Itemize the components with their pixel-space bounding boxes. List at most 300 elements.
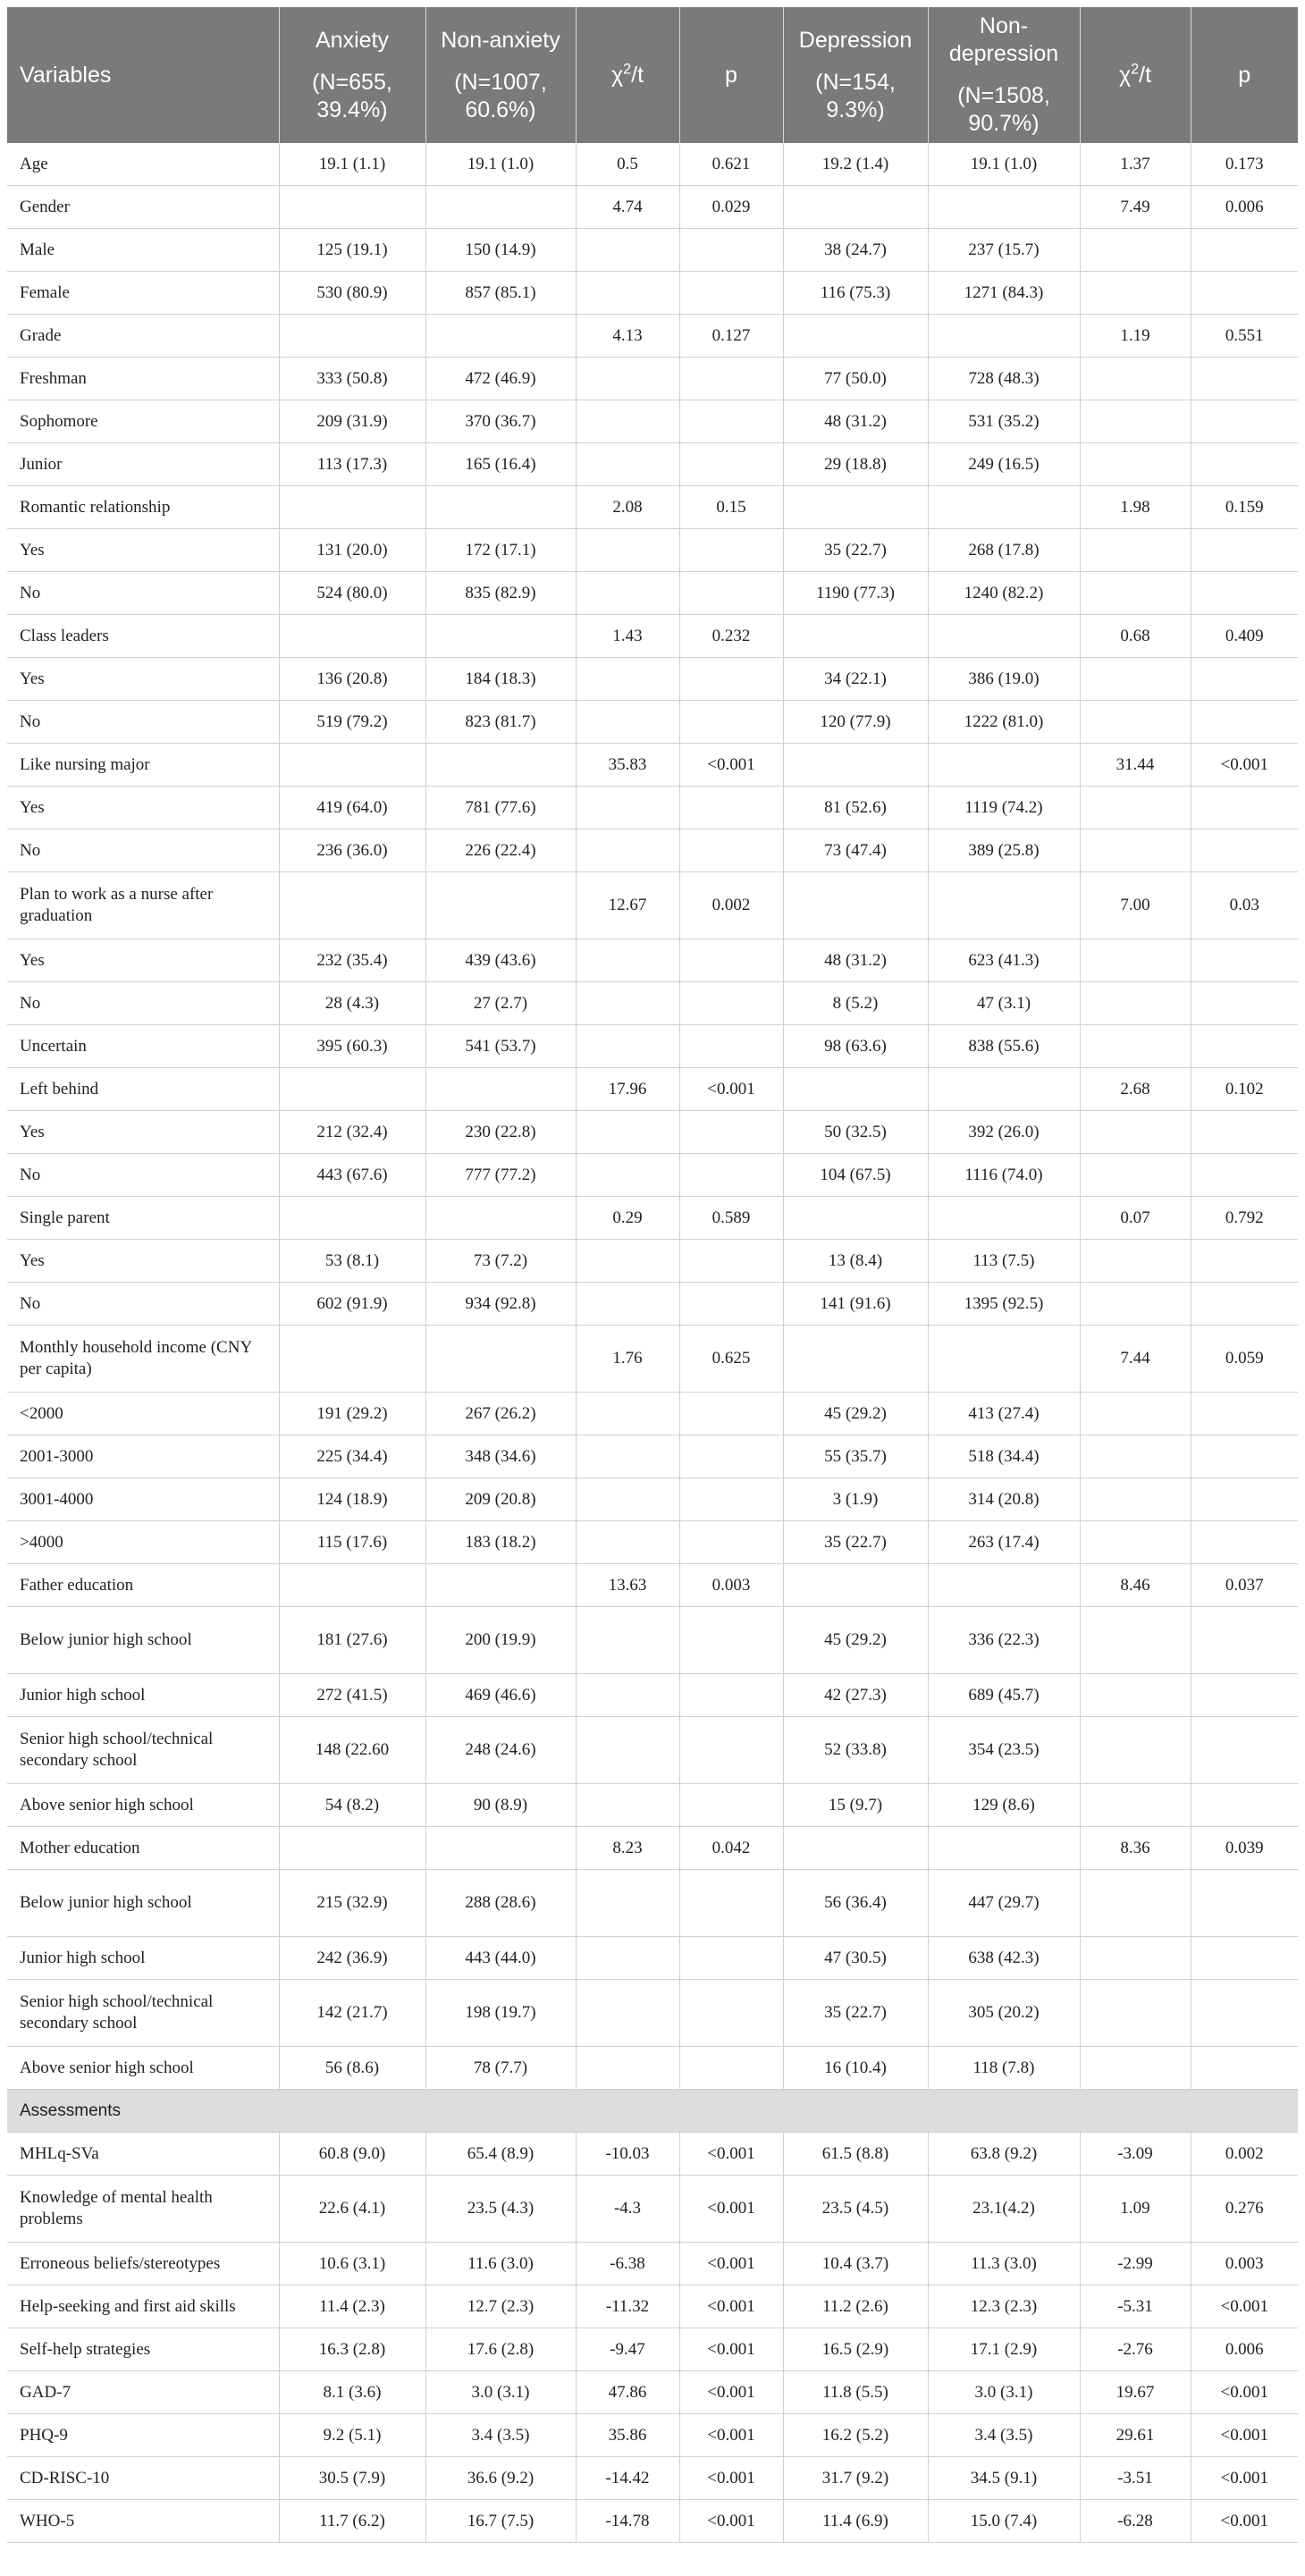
depression-value: 31.7 (9.2) bbox=[783, 2457, 928, 2500]
non-anxiety-value: 27 (2.7) bbox=[425, 982, 576, 1025]
anxiety-value: 524 (80.0) bbox=[279, 572, 425, 615]
chi-superscript: 2 bbox=[623, 61, 632, 78]
non-anxiety-value: 3.4 (3.5) bbox=[425, 2414, 576, 2457]
chi-depression-value bbox=[1080, 1393, 1191, 1435]
chi-depression-value: 0.07 bbox=[1080, 1197, 1191, 1240]
header-non-anxiety bbox=[425, 7, 576, 143]
non-depression-value: 413 (27.4) bbox=[928, 1393, 1080, 1435]
row-label: Monthly household income (CNY per capita) bbox=[7, 1326, 279, 1393]
p-anxiety-value bbox=[679, 229, 783, 272]
chi-depression-value: -6.28 bbox=[1080, 2500, 1191, 2543]
chi-depression-value bbox=[1080, 1025, 1191, 1068]
p-depression-value: <0.001 bbox=[1191, 2286, 1298, 2328]
p-anxiety-value: <0.001 bbox=[679, 2414, 783, 2457]
row-label: GAD-7 bbox=[7, 2371, 279, 2414]
depression-value: 50 (32.5) bbox=[783, 1111, 928, 1154]
non-depression-value: 63.8 (9.2) bbox=[928, 2133, 1080, 2176]
p-depression-value bbox=[1191, 982, 1298, 1025]
depression-value: 120 (77.9) bbox=[783, 701, 928, 744]
chi-tail: /t bbox=[1139, 62, 1152, 88]
non-depression-value: 1119 (74.2) bbox=[928, 787, 1080, 829]
non-anxiety-value: 472 (46.9) bbox=[425, 358, 576, 400]
non-anxiety-value: 439 (43.6) bbox=[425, 939, 576, 982]
non-depression-value: 15.0 (7.4) bbox=[928, 2500, 1080, 2543]
non-depression-value: 263 (17.4) bbox=[928, 1521, 1080, 1564]
non-depression-value: 389 (25.8) bbox=[928, 829, 1080, 872]
header-anxiety-n: (N=655, 39.4%) bbox=[312, 69, 392, 122]
anxiety-value bbox=[279, 1326, 425, 1393]
row-label: Like nursing major bbox=[7, 744, 279, 787]
p-depression-value: 0.159 bbox=[1191, 486, 1298, 529]
table-row bbox=[7, 1717, 1298, 1784]
non-anxiety-value: 370 (36.7) bbox=[425, 400, 576, 443]
non-anxiety-value: 443 (44.0) bbox=[425, 1937, 576, 1980]
table-row bbox=[7, 1240, 1298, 1283]
chi-anxiety-value bbox=[576, 1980, 679, 2047]
depression-value: 16.2 (5.2) bbox=[783, 2414, 928, 2457]
non-anxiety-value: 23.5 (4.3) bbox=[425, 2176, 576, 2243]
non-depression-value: 11.3 (3.0) bbox=[928, 2243, 1080, 2286]
non-depression-value: 237 (15.7) bbox=[928, 229, 1080, 272]
table-row bbox=[7, 358, 1298, 400]
section-title: Assessments bbox=[7, 2090, 1298, 2133]
depression-value: 11.2 (2.6) bbox=[783, 2286, 928, 2328]
non-depression-value: 689 (45.7) bbox=[928, 1674, 1080, 1717]
table-row bbox=[7, 982, 1298, 1025]
anxiety-value: 131 (20.0) bbox=[279, 529, 425, 572]
non-depression-value bbox=[928, 486, 1080, 529]
table-row bbox=[7, 658, 1298, 701]
row-label: Erroneous beliefs/stereotypes bbox=[7, 2243, 279, 2286]
row-label: CD-RISC-10 bbox=[7, 2457, 279, 2500]
table-row bbox=[7, 1478, 1298, 1521]
anxiety-value bbox=[279, 744, 425, 787]
non-depression-value bbox=[928, 1564, 1080, 1607]
table-row bbox=[7, 615, 1298, 658]
chi-anxiety-value bbox=[576, 1521, 679, 1564]
row-label: 2001-3000 bbox=[7, 1435, 279, 1478]
p-depression-value bbox=[1191, 1478, 1298, 1521]
anxiety-value: 11.7 (6.2) bbox=[279, 2500, 425, 2543]
row-label: Junior high school bbox=[7, 1937, 279, 1980]
p-anxiety-value: <0.001 bbox=[679, 2176, 783, 2243]
p-anxiety-value bbox=[679, 358, 783, 400]
chi-anxiety-value: 4.13 bbox=[576, 315, 679, 358]
p-depression-value bbox=[1191, 787, 1298, 829]
non-depression-value: 3.4 (3.5) bbox=[928, 2414, 1080, 2457]
p-depression-value bbox=[1191, 1607, 1298, 1674]
non-depression-value: 249 (16.5) bbox=[928, 443, 1080, 486]
table-row bbox=[7, 2328, 1298, 2371]
p-depression-value bbox=[1191, 1937, 1298, 1980]
non-anxiety-value bbox=[425, 1197, 576, 1240]
p-depression-value bbox=[1191, 358, 1298, 400]
table-row bbox=[7, 1326, 1298, 1393]
row-label: PHQ-9 bbox=[7, 2414, 279, 2457]
non-anxiety-value: 288 (28.6) bbox=[425, 1870, 576, 1937]
chi-depression-value: 31.44 bbox=[1080, 744, 1191, 787]
chi-depression-value bbox=[1080, 701, 1191, 744]
chi-depression-value bbox=[1080, 1478, 1191, 1521]
row-label: No bbox=[7, 572, 279, 615]
non-depression-value bbox=[928, 615, 1080, 658]
depression-value bbox=[783, 744, 928, 787]
row-label: Male bbox=[7, 229, 279, 272]
depression-value: 116 (75.3) bbox=[783, 272, 928, 315]
table-row bbox=[7, 2047, 1298, 2090]
depression-value: 13 (8.4) bbox=[783, 1240, 928, 1283]
chi-anxiety-value bbox=[576, 529, 679, 572]
anxiety-value: 519 (79.2) bbox=[279, 701, 425, 744]
anxiety-value bbox=[279, 1564, 425, 1607]
chi-anxiety-value: 8.23 bbox=[576, 1827, 679, 1870]
chi-depression-value bbox=[1080, 400, 1191, 443]
chi-tail: /t bbox=[631, 62, 644, 88]
chi-depression-value bbox=[1080, 1870, 1191, 1937]
chi-symbol: χ bbox=[1118, 62, 1132, 88]
depression-value: 81 (52.6) bbox=[783, 787, 928, 829]
table-row bbox=[7, 572, 1298, 615]
chi-depression-value bbox=[1080, 443, 1191, 486]
p-anxiety-value bbox=[679, 829, 783, 872]
p-anxiety-value bbox=[679, 400, 783, 443]
non-depression-value: 12.3 (2.3) bbox=[928, 2286, 1080, 2328]
p-anxiety-value bbox=[679, 658, 783, 701]
header-non-depression-n: (N=1508, 90.7%) bbox=[957, 83, 1050, 136]
chi-depression-value bbox=[1080, 1980, 1191, 2047]
chi-depression-value: 8.36 bbox=[1080, 1827, 1191, 1870]
chi-depression-value bbox=[1080, 829, 1191, 872]
table-body bbox=[7, 143, 1298, 2543]
anxiety-value: 181 (27.6) bbox=[279, 1607, 425, 1674]
anxiety-value: 142 (21.7) bbox=[279, 1980, 425, 2047]
p-anxiety-value: <0.001 bbox=[679, 2286, 783, 2328]
depression-value bbox=[783, 872, 928, 939]
p-anxiety-value: 0.002 bbox=[679, 872, 783, 939]
non-anxiety-value bbox=[425, 1068, 576, 1111]
row-label: No bbox=[7, 701, 279, 744]
chi-anxiety-value bbox=[576, 1283, 679, 1326]
anxiety-value: 209 (31.9) bbox=[279, 400, 425, 443]
non-depression-value: 518 (34.4) bbox=[928, 1435, 1080, 1478]
p-anxiety-value bbox=[679, 1111, 783, 1154]
chi-depression-value bbox=[1080, 1521, 1191, 1564]
anxiety-value: 10.6 (3.1) bbox=[279, 2243, 425, 2286]
non-depression-value: 336 (22.3) bbox=[928, 1607, 1080, 1674]
header-depression-n: (N=154, 9.3%) bbox=[815, 69, 896, 122]
chi-anxiety-value bbox=[576, 443, 679, 486]
p-depression-value bbox=[1191, 1521, 1298, 1564]
chi-depression-value bbox=[1080, 658, 1191, 701]
p-depression-value bbox=[1191, 1154, 1298, 1197]
row-label: Female bbox=[7, 272, 279, 315]
p-depression-value bbox=[1191, 1111, 1298, 1154]
chi-depression-value: 1.98 bbox=[1080, 486, 1191, 529]
p-anxiety-value: <0.001 bbox=[679, 2133, 783, 2176]
table-row bbox=[7, 2371, 1298, 2414]
non-depression-value: 129 (8.6) bbox=[928, 1784, 1080, 1827]
non-anxiety-value bbox=[425, 744, 576, 787]
chi-anxiety-value bbox=[576, 1393, 679, 1435]
p-anxiety-value bbox=[679, 787, 783, 829]
p-depression-value: <0.001 bbox=[1191, 2371, 1298, 2414]
chi-depression-value bbox=[1080, 1717, 1191, 1784]
p-anxiety-value bbox=[679, 1154, 783, 1197]
row-label: Single parent bbox=[7, 1197, 279, 1240]
row-label: Junior bbox=[7, 443, 279, 486]
chi-depression-value bbox=[1080, 272, 1191, 315]
non-depression-value: 268 (17.8) bbox=[928, 529, 1080, 572]
p-depression-value: 0.039 bbox=[1191, 1827, 1298, 1870]
p-anxiety-value bbox=[679, 1393, 783, 1435]
table-row bbox=[7, 1025, 1298, 1068]
p-anxiety-value: <0.001 bbox=[679, 2457, 783, 2500]
depression-value: 55 (35.7) bbox=[783, 1435, 928, 1478]
table-row bbox=[7, 1435, 1298, 1478]
non-depression-value: 1116 (74.0) bbox=[928, 1154, 1080, 1197]
p-anxiety-value bbox=[679, 1607, 783, 1674]
row-label: Yes bbox=[7, 658, 279, 701]
depression-value: 10.4 (3.7) bbox=[783, 2243, 928, 2286]
depression-value: 16 (10.4) bbox=[783, 2047, 928, 2090]
p-depression-value: 0.006 bbox=[1191, 186, 1298, 229]
non-depression-value: 34.5 (9.1) bbox=[928, 2457, 1080, 2500]
depression-value: 73 (47.4) bbox=[783, 829, 928, 872]
chi-anxiety-value: -11.32 bbox=[576, 2286, 679, 2328]
table-row bbox=[7, 1870, 1298, 1937]
header-chi-square-depression bbox=[1080, 7, 1191, 143]
anxiety-value: 136 (20.8) bbox=[279, 658, 425, 701]
p-depression-value: <0.001 bbox=[1191, 2500, 1298, 2543]
p-depression-value bbox=[1191, 658, 1298, 701]
header-non-depression-label: Non-depression bbox=[948, 13, 1059, 66]
anxiety-value bbox=[279, 1827, 425, 1870]
non-anxiety-value bbox=[425, 615, 576, 658]
non-depression-value: 1395 (92.5) bbox=[928, 1283, 1080, 1326]
table-row bbox=[7, 2500, 1298, 2543]
non-depression-value bbox=[928, 315, 1080, 358]
anxiety-value: 56 (8.6) bbox=[279, 2047, 425, 2090]
anxiety-value: 125 (19.1) bbox=[279, 229, 425, 272]
p-anxiety-value: 0.232 bbox=[679, 615, 783, 658]
chi-anxiety-value bbox=[576, 1154, 679, 1197]
chi-depression-value: 0.68 bbox=[1080, 615, 1191, 658]
non-anxiety-value: 11.6 (3.0) bbox=[425, 2243, 576, 2286]
non-depression-value bbox=[928, 1197, 1080, 1240]
non-anxiety-value: 165 (16.4) bbox=[425, 443, 576, 486]
row-label: <2000 bbox=[7, 1393, 279, 1435]
p-depression-value bbox=[1191, 1393, 1298, 1435]
depression-value bbox=[783, 1564, 928, 1607]
chi-anxiety-value: 12.67 bbox=[576, 872, 679, 939]
depression-value: 48 (31.2) bbox=[783, 939, 928, 982]
p-depression-value bbox=[1191, 1717, 1298, 1784]
anxiety-value bbox=[279, 315, 425, 358]
table-row bbox=[7, 1607, 1298, 1674]
anxiety-value: 212 (32.4) bbox=[279, 1111, 425, 1154]
chi-anxiety-value: -10.03 bbox=[576, 2133, 679, 2176]
non-anxiety-value: 16.7 (7.5) bbox=[425, 2500, 576, 2543]
chi-depression-value bbox=[1080, 1674, 1191, 1717]
non-anxiety-value: 469 (46.6) bbox=[425, 1674, 576, 1717]
non-anxiety-value: 348 (34.6) bbox=[425, 1435, 576, 1478]
row-label: Yes bbox=[7, 1240, 279, 1283]
anxiety-value: 22.6 (4.1) bbox=[279, 2176, 425, 2243]
table-row bbox=[7, 229, 1298, 272]
chi-depression-value: 1.19 bbox=[1080, 315, 1191, 358]
non-depression-value: 638 (42.3) bbox=[928, 1937, 1080, 1980]
table-row bbox=[7, 701, 1298, 744]
non-anxiety-value: 36.6 (9.2) bbox=[425, 2457, 576, 2500]
depression-value: 11.8 (5.5) bbox=[783, 2371, 928, 2414]
table-row bbox=[7, 529, 1298, 572]
anxiety-value bbox=[279, 872, 425, 939]
depression-value: 11.4 (6.9) bbox=[783, 2500, 928, 2543]
depression-value: 3 (1.9) bbox=[783, 1478, 928, 1521]
non-anxiety-value bbox=[425, 315, 576, 358]
p-anxiety-value: <0.001 bbox=[679, 2500, 783, 2543]
header-p-depression: p bbox=[1191, 7, 1298, 143]
non-anxiety-value: 183 (18.2) bbox=[425, 1521, 576, 1564]
p-anxiety-value bbox=[679, 1283, 783, 1326]
chi-depression-value: 19.67 bbox=[1080, 2371, 1191, 2414]
table-row bbox=[7, 2457, 1298, 2500]
chi-depression-value bbox=[1080, 1283, 1191, 1326]
non-depression-value: 386 (19.0) bbox=[928, 658, 1080, 701]
p-depression-value bbox=[1191, 400, 1298, 443]
p-depression-value: 0.002 bbox=[1191, 2133, 1298, 2176]
p-anxiety-value bbox=[679, 701, 783, 744]
chi-depression-value bbox=[1080, 1111, 1191, 1154]
non-depression-value: 1240 (82.2) bbox=[928, 572, 1080, 615]
row-label: Senior high school/technical secondary school bbox=[7, 1717, 279, 1784]
chi-anxiety-value: 17.96 bbox=[576, 1068, 679, 1111]
non-anxiety-value: 541 (53.7) bbox=[425, 1025, 576, 1068]
table-row bbox=[7, 1111, 1298, 1154]
chi-anxiety-value bbox=[576, 1870, 679, 1937]
chi-anxiety-value bbox=[576, 229, 679, 272]
anxiety-value: 19.1 (1.1) bbox=[279, 143, 425, 186]
depression-value: 45 (29.2) bbox=[783, 1393, 928, 1435]
depression-value: 35 (22.7) bbox=[783, 529, 928, 572]
row-label: 3001-4000 bbox=[7, 1478, 279, 1521]
p-anxiety-value bbox=[679, 572, 783, 615]
depression-value bbox=[783, 315, 928, 358]
non-anxiety-value: 184 (18.3) bbox=[425, 658, 576, 701]
chi-anxiety-value bbox=[576, 1025, 679, 1068]
chi-anxiety-value: 35.86 bbox=[576, 2414, 679, 2457]
p-depression-value: 0.276 bbox=[1191, 2176, 1298, 2243]
row-label: Yes bbox=[7, 529, 279, 572]
chi-anxiety-value: 2.08 bbox=[576, 486, 679, 529]
non-anxiety-value bbox=[425, 186, 576, 229]
chi-anxiety-value bbox=[576, 1674, 679, 1717]
row-label: Class leaders bbox=[7, 615, 279, 658]
depression-value: 47 (30.5) bbox=[783, 1937, 928, 1980]
non-anxiety-value: 777 (77.2) bbox=[425, 1154, 576, 1197]
table-row bbox=[7, 1393, 1298, 1435]
non-depression-value: 447 (29.7) bbox=[928, 1870, 1080, 1937]
p-depression-value bbox=[1191, 229, 1298, 272]
chi-depression-value: -5.31 bbox=[1080, 2286, 1191, 2328]
chi-depression-value bbox=[1080, 2047, 1191, 2090]
table-row bbox=[7, 1068, 1298, 1111]
chi-anxiety-value: 35.83 bbox=[576, 744, 679, 787]
p-depression-value: 0.006 bbox=[1191, 2328, 1298, 2371]
non-anxiety-value: 3.0 (3.1) bbox=[425, 2371, 576, 2414]
row-label: Uncertain bbox=[7, 1025, 279, 1068]
non-depression-value: 305 (20.2) bbox=[928, 1980, 1080, 2047]
p-depression-value bbox=[1191, 1980, 1298, 2047]
non-depression-value: 392 (26.0) bbox=[928, 1111, 1080, 1154]
non-depression-value bbox=[928, 186, 1080, 229]
chi-anxiety-value bbox=[576, 2047, 679, 2090]
non-anxiety-value: 78 (7.7) bbox=[425, 2047, 576, 2090]
anxiety-value: 30.5 (7.9) bbox=[279, 2457, 425, 2500]
p-depression-value bbox=[1191, 701, 1298, 744]
table-row bbox=[7, 2243, 1298, 2286]
depression-value bbox=[783, 615, 928, 658]
non-anxiety-value: 17.6 (2.8) bbox=[425, 2328, 576, 2371]
table-row bbox=[7, 744, 1298, 787]
header-variables: Variables bbox=[7, 7, 279, 143]
table-row bbox=[7, 1784, 1298, 1827]
chi-depression-value: 29.61 bbox=[1080, 2414, 1191, 2457]
row-label: Left behind bbox=[7, 1068, 279, 1111]
depression-value: 8 (5.2) bbox=[783, 982, 928, 1025]
p-depression-value: 0.792 bbox=[1191, 1197, 1298, 1240]
p-depression-value bbox=[1191, 939, 1298, 982]
depression-value: 52 (33.8) bbox=[783, 1717, 928, 1784]
row-label: Senior high school/technical secondary school bbox=[7, 1980, 279, 2047]
anxiety-value: 236 (36.0) bbox=[279, 829, 425, 872]
non-anxiety-value bbox=[425, 872, 576, 939]
p-anxiety-value: <0.001 bbox=[679, 1068, 783, 1111]
chi-anxiety-value: 0.5 bbox=[576, 143, 679, 186]
chi-anxiety-value bbox=[576, 939, 679, 982]
anxiety-value: 272 (41.5) bbox=[279, 1674, 425, 1717]
table-row bbox=[7, 2176, 1298, 2243]
anxiety-value: 60.8 (9.0) bbox=[279, 2133, 425, 2176]
chi-depression-value bbox=[1080, 572, 1191, 615]
table-row bbox=[7, 1564, 1298, 1607]
p-anxiety-value bbox=[679, 1717, 783, 1784]
row-label: No bbox=[7, 829, 279, 872]
p-anxiety-value: 0.003 bbox=[679, 1564, 783, 1607]
p-depression-value: 0.059 bbox=[1191, 1326, 1298, 1393]
header-depression-label: Depression bbox=[798, 27, 913, 53]
chi-depression-value bbox=[1080, 1784, 1191, 1827]
p-anxiety-value bbox=[679, 1870, 783, 1937]
chi-anxiety-value: 13.63 bbox=[576, 1564, 679, 1607]
row-label: Gender bbox=[7, 186, 279, 229]
chi-depression-value: 2.68 bbox=[1080, 1068, 1191, 1111]
depression-value: 45 (29.2) bbox=[783, 1607, 928, 1674]
anxiety-value: 602 (91.9) bbox=[279, 1283, 425, 1326]
non-anxiety-value: 150 (14.9) bbox=[425, 229, 576, 272]
p-depression-value: 0.003 bbox=[1191, 2243, 1298, 2286]
depression-value bbox=[783, 1068, 928, 1111]
chi-anxiety-value bbox=[576, 358, 679, 400]
anxiety-value: 28 (4.3) bbox=[279, 982, 425, 1025]
chi-anxiety-value: 4.74 bbox=[576, 186, 679, 229]
header-non-anxiety-n: (N=1007, 60.6%) bbox=[454, 69, 547, 122]
row-label: Above senior high school bbox=[7, 1784, 279, 1827]
p-anxiety-value bbox=[679, 1521, 783, 1564]
non-anxiety-value: 857 (85.1) bbox=[425, 272, 576, 315]
non-anxiety-value: 73 (7.2) bbox=[425, 1240, 576, 1283]
header-non-anxiety-label: Non-anxiety bbox=[441, 27, 560, 53]
